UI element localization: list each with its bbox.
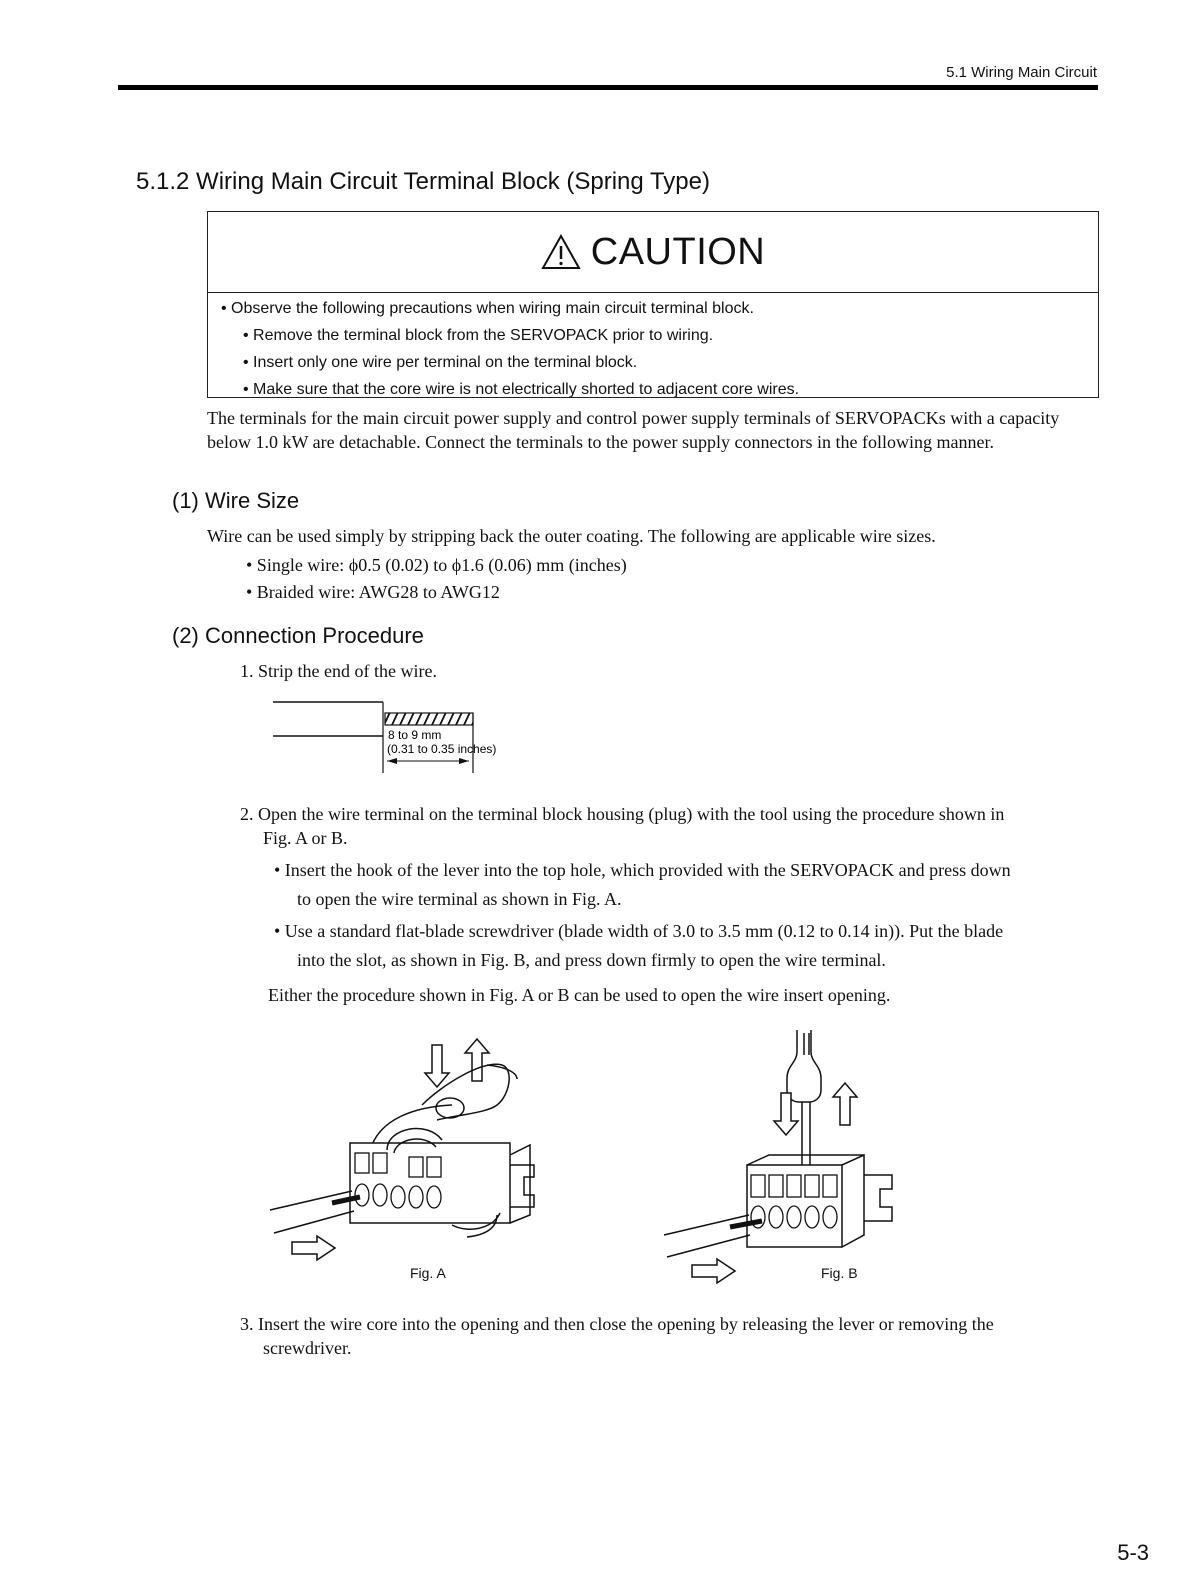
fig-a-illustration	[270, 1039, 534, 1260]
step-2-line-1: 2. Open the wire terminal on the terminal block housing (plug) with the tool using the procedure shown in	[240, 804, 1005, 824]
section-title: 5.1.2 Wiring Main Circuit Terminal Block (Spring Type)	[136, 168, 710, 195]
caution-item: • Remove the terminal block from the SERVOPACK prior to wiring.	[243, 327, 714, 344]
caution-box	[207, 211, 1099, 398]
step-3-line-2: screwdriver.	[263, 1338, 352, 1358]
wire-strip-diagram	[268, 695, 528, 775]
strip-length-mm: 8 to 9 mm	[388, 728, 442, 742]
step-2-line-2: Fig. A or B.	[263, 828, 348, 848]
step-3-line-1: 3. Insert the wire core into the opening and then close the opening by releasing the lever or removing the	[240, 1314, 994, 1334]
wire-size-bullet: • Braided wire: AWG28 to AWG12	[246, 582, 500, 602]
caution-title: CAUTION	[590, 230, 766, 273]
bullet-lever-line-2: to open the wire terminal as shown in Fig. A.	[297, 889, 622, 909]
page-number: 5-3	[1117, 1540, 1149, 1565]
fig-b-label: Fig. B	[821, 1265, 858, 1281]
wire-size-bullet: • Single wire: ϕ0.5 (0.02) to ϕ1.6 (0.06) mm (inches)	[246, 555, 627, 575]
caution-main-item: • Observe the following precautions when wiring main circuit terminal block.	[221, 300, 754, 317]
wire-size-heading: (1) Wire Size	[172, 488, 300, 513]
either-note: Either the procedure shown in Fig. A or B can be used to open the wire insert opening.	[268, 985, 891, 1005]
bullet-lever-line-1: • Insert the hook of the lever into the top hole, which provided with the SERVOPACK and press down	[274, 860, 1011, 880]
caution-body	[208, 293, 1098, 403]
step-2-bullet-lever	[274, 856, 1094, 914]
caution-header	[208, 212, 1098, 293]
step-2-bullet-screwdriver	[274, 917, 1094, 975]
bullet-screwdriver-line-2: into the slot, as shown in Fig. B, and press down firmly to open the wire terminal.	[297, 950, 886, 970]
fig-b-illustration	[664, 1030, 892, 1283]
caution-item: • Make sure that the core wire is not electrically shorted to adjacent core wires.	[243, 381, 800, 398]
step-1: 1. Strip the end of the wire.	[240, 661, 437, 681]
step-2	[240, 802, 1100, 850]
caution-item: • Insert only one wire per terminal on the terminal block.	[243, 354, 638, 371]
running-header: 5.1 Wiring Main Circuit	[946, 64, 1097, 81]
strip-length-in: (0.31 to 0.35 inches)	[387, 742, 497, 756]
warning-triangle-icon	[541, 234, 581, 270]
wire-size-text: Wire can be used simply by stripping back the outer coating. The following are applicable wire sizes.	[207, 526, 936, 546]
intro-paragraph: The terminals for the main circuit power supply and control power supply terminals of SERVOPACKs with a capacity below 1.0 kW are detachable. Connect the terminals to the power supply connectors in the following manner.	[207, 408, 1060, 452]
header-rule	[118, 85, 1098, 90]
terminal-block-figures	[262, 1025, 922, 1295]
connection-heading: (2) Connection Procedure	[172, 623, 424, 648]
step-3	[240, 1312, 1100, 1360]
fig-a-label: Fig. A	[410, 1265, 446, 1281]
bullet-screwdriver-line-1: • Use a standard flat-blade screwdriver (blade width of 3.0 to 3.5 mm (0.12 to 0.14 in)). Put the blade	[274, 921, 1004, 941]
